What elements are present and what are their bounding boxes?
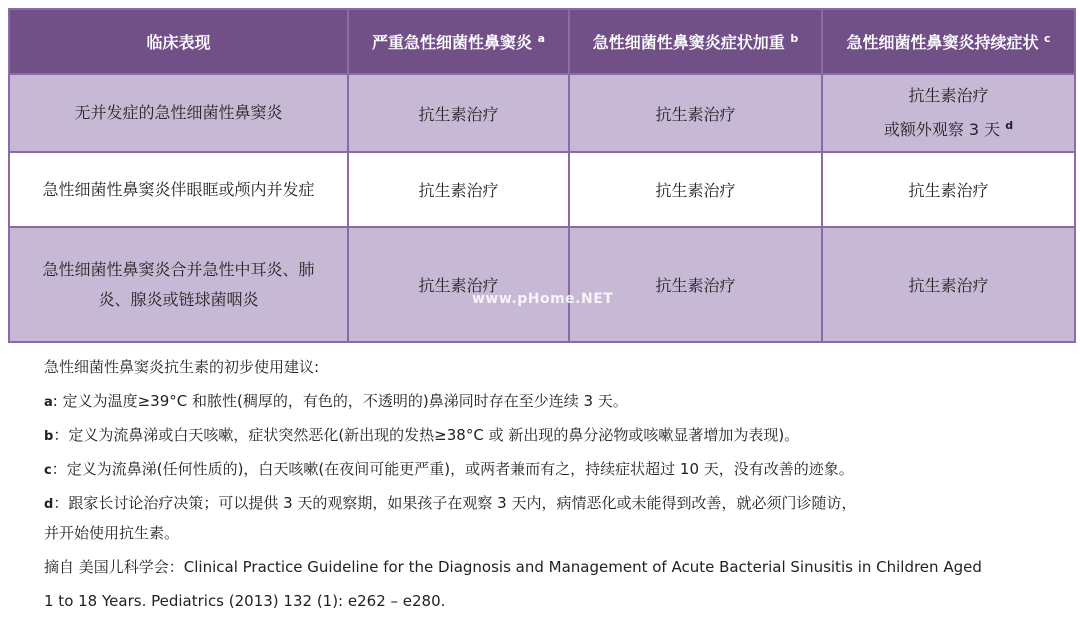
table-cell: 抗生素治疗 (348, 152, 569, 227)
header-persistent-abs: 急性细菌性鼻窦炎持续症状 $^c$ (822, 9, 1075, 74)
header-sup-a: a (537, 32, 546, 45)
row-label: 急性细菌性鼻窦炎伴眼眶或颅内并发症 (9, 152, 348, 227)
header-severe-abs: 严重急性细菌性鼻窦炎 $^a$ (348, 9, 569, 74)
source-line-2: 1 to 18 Years. Pediatrics (2013) 132 (1): e262 – e280. (44, 592, 446, 610)
table-cell (822, 74, 1075, 152)
cell-line: 或额外观察 3 天 $^d$ (883, 119, 1014, 139)
table-cell: 抗生素治疗 (348, 74, 569, 152)
row-label-line: 急性细菌性鼻窦炎合并急性中耳炎、肺 (42, 259, 315, 279)
table-row (9, 227, 1075, 342)
table-cell: 抗生素治疗 (569, 227, 822, 342)
note-d-continued: 并开始使用抗生素。 (44, 524, 180, 542)
note-c: c：定义为流鼻涕(任何性质的)，白天咳嗽(在夜间可能更严重)，或两者兼而有之，持续症状超过 10 天，没有改善的迹象。 (44, 460, 854, 478)
cell-sup-d: d (1005, 119, 1014, 132)
header-sup-c: c (1044, 32, 1051, 45)
table-row (9, 152, 1075, 227)
table-cell: 抗生素治疗 (569, 74, 822, 152)
table-cell: 抗生素治疗 (569, 152, 822, 227)
table-cell: 抗生素治疗 (348, 227, 569, 342)
header-sup-b: b (790, 32, 799, 45)
header-worsening-abs: 急性细菌性鼻窦炎症状加重 $^b$ (569, 9, 822, 74)
row-label: 无并发症的急性细菌性鼻窦炎 (9, 74, 348, 152)
row-label (9, 227, 348, 342)
row-label-line: 炎、腺炎或链球菌咽炎 (98, 289, 259, 309)
source-line-1: 摘自 美国儿科学会：Clinical Practice Guideline for the Diagnosis and Management of Acute Bacterial Sinusitis in Children Aged (44, 558, 982, 576)
table-header-row (9, 9, 1075, 74)
note-b: b：定义为流鼻涕或白天咳嗽，症状突然恶化(新出现的发热≥38°C 或 新出现的鼻分泌物或咳嗽显著增加为表现)。 (44, 426, 800, 444)
footnotes (44, 354, 1064, 622)
header-clinical-presentation: 临床表现 (9, 9, 348, 74)
notes-intro: 急性细菌性鼻窦炎抗生素的初步使用建议: (44, 358, 320, 376)
note-a: a: 定义为温度≥39°C 和脓性(稠厚的，有色的，不透明的)鼻涕同时存在至少连续 3 天。 (44, 392, 628, 410)
cell-line: 抗生素治疗 (908, 86, 989, 105)
table-row (9, 74, 1075, 152)
watermark: www.pHome.NET (472, 291, 614, 307)
note-d: d：跟家长讨论治疗决策；可以提供 3 天的观察期，如果孩子在观察 3 天内，病情恶化或未能得到改善，就必须门诊随访， (44, 494, 857, 512)
table-cell: 抗生素治疗 (822, 227, 1075, 342)
table-cell: 抗生素治疗 (822, 152, 1075, 227)
